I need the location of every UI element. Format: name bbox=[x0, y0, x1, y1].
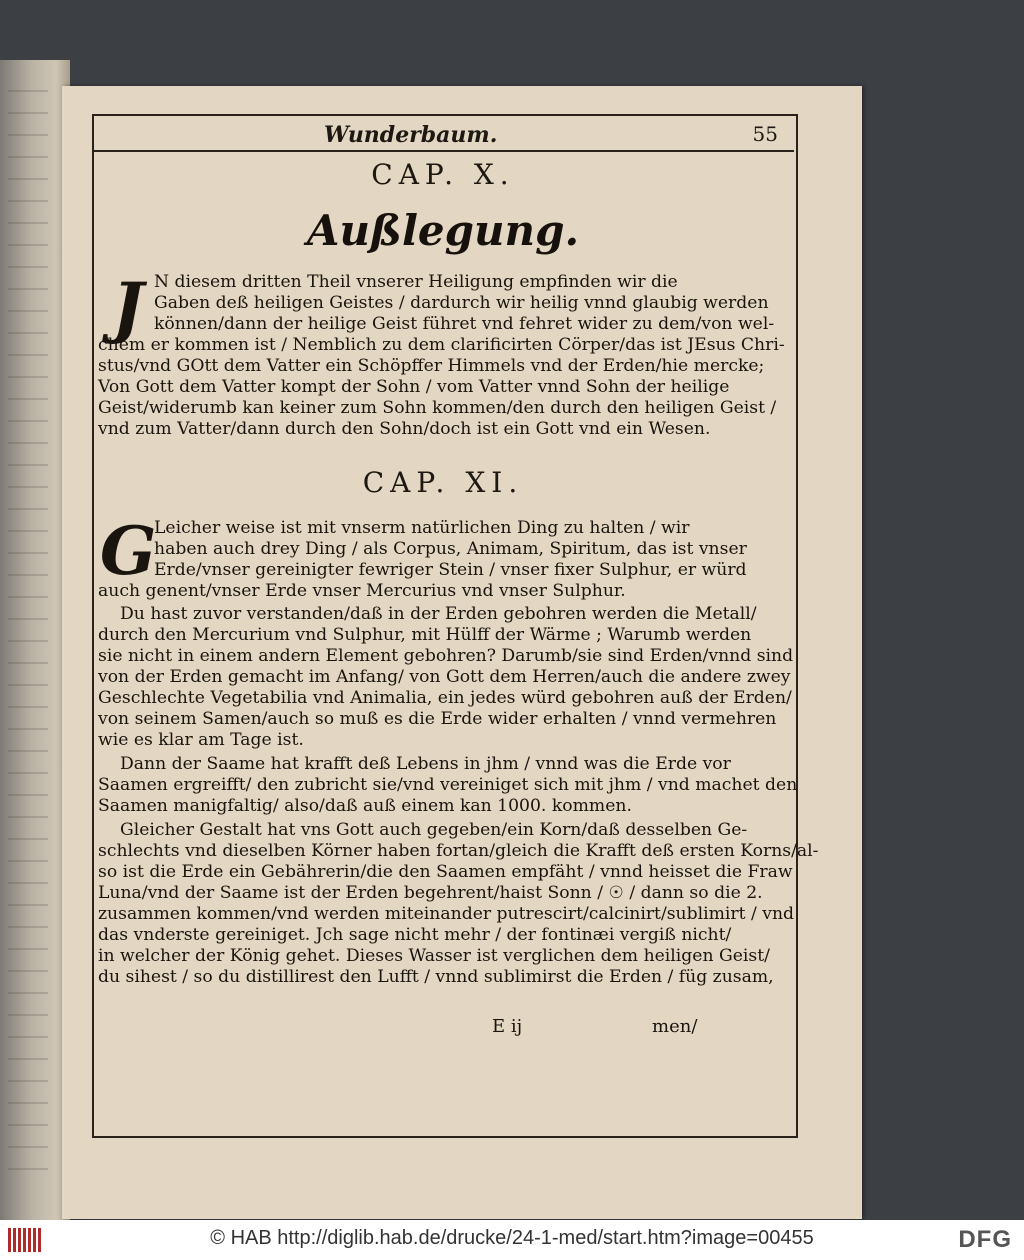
text-line: Luna/vnd der Saame ist der Erden begehrent/haist Sonn / ☉ / dann so die 2. bbox=[98, 883, 763, 903]
text-line: in welcher der König gehet. Dieses Wasser ist verglichen dem heiligen Geist/ bbox=[98, 946, 770, 966]
signature-mark: E ij bbox=[492, 1016, 523, 1037]
text-line: Du hast zuvor verstanden/daß in der Erden gebohren werden die Metall/ bbox=[120, 604, 757, 624]
running-title: Wunderbaum. bbox=[324, 122, 498, 148]
copyright-link[interactable]: © HAB http://diglib.hab.de/drucke/24-1-med/start.htm?image=00455 bbox=[210, 1227, 814, 1249]
catchword: men/ bbox=[652, 1016, 698, 1037]
book-page bbox=[62, 86, 862, 1219]
text-line: vnd zum Vatter/dann durch den Sohn/doch ist ein Gott vnd ein Wesen. bbox=[98, 419, 711, 439]
dfg-logo: DFG bbox=[958, 1226, 1012, 1253]
text-line: stus/vnd GOtt dem Vatter ein Schöpffer Himmels vnd der Erden/hie mercke; bbox=[98, 356, 765, 376]
text-line: Von Gott dem Vatter kompt der Sohn / vom Vatter vnnd Sohn der heilige bbox=[98, 377, 730, 397]
text-line: wie es klar am Tage ist. bbox=[98, 730, 304, 750]
running-head bbox=[94, 122, 794, 152]
text-line: so ist die Erde ein Gebährerin/die den Saamen empfäht / vnnd heisset die Fraw bbox=[98, 862, 793, 882]
chapter-xi-paragraph-3 bbox=[98, 754, 798, 817]
chapter-x-heading: CAP. X. bbox=[371, 158, 515, 191]
text-line: Gaben deß heiligen Geistes / dardurch wir heilig vnnd glaubig werden bbox=[154, 293, 769, 313]
text-line: durch den Mercurium vnd Sulphur, mit Hülff der Wärme ; Warumb werden bbox=[98, 625, 752, 645]
text-line: Saamen manigfaltig/ also/daß auß einem kan 1000. kommen. bbox=[98, 796, 632, 816]
text-line: du sihest / so du distillirest den Lufft / vnnd sublimirst die Erden / füg zusam, bbox=[98, 967, 774, 987]
chapter-xi-heading: CAP. XI. bbox=[362, 466, 524, 499]
text-line: Gleicher Gestalt hat vns Gott auch gegeben/ein Korn/daß desselben Ge- bbox=[120, 820, 748, 840]
chapter-xi-paragraph-2 bbox=[98, 604, 794, 751]
head-rule bbox=[94, 150, 794, 152]
text-line: zusammen kommen/vnd werden miteinander putrescirt/calcinirt/sublimirt / vnd bbox=[98, 904, 795, 924]
chapter-x-title: Außlegung. bbox=[306, 206, 580, 255]
text-line: Saamen ergreifft/ den zubricht sie/vnd vereiniget sich mit jhm / vnd machet den bbox=[98, 775, 798, 795]
text-line: schlechts vnd dieselben Körner haben fortan/gleich die Krafft deß ersten Korns/al- bbox=[98, 841, 819, 861]
text-line: sie nicht in einem andern Element gebohren? Darumb/sie sind Erden/vnnd sind bbox=[98, 646, 794, 666]
text-line: Erde/vnser gereinigter fewriger Stein / vnser fixer Sulphur, er würd bbox=[154, 560, 747, 580]
text-line: Dann der Saame hat krafft deß Lebens in jhm / vnnd was die Erde vor bbox=[120, 754, 731, 774]
text-line: können/dann der heilige Geist führet vnd fehret wider zu dem/von wel- bbox=[154, 314, 775, 334]
text-line: auch genent/vnser Erde vnser Mercurius vnd vnser Sulphur. bbox=[98, 581, 626, 601]
text-line: N diesem dritten Theil vnserer Heiligung empfinden wir die bbox=[154, 272, 678, 292]
footer-bar bbox=[0, 1220, 1024, 1260]
text-line: Leicher weise ist mit vnserm natürlichen Ding zu halten / wir bbox=[154, 518, 690, 538]
chapter-xi-paragraph-4 bbox=[98, 820, 819, 988]
text-line: das vnderste gereiniget. Jch sage nicht mehr / der fontinæi vergiß nicht/ bbox=[98, 925, 732, 945]
page-foot bbox=[94, 1016, 794, 1040]
page-number: 55 bbox=[752, 122, 778, 146]
text-line: Geist/widerumb kan keiner zum Sohn kommen/den durch den heiligen Geist / bbox=[98, 398, 777, 418]
text-line: chem er kommen ist / Nemblich zu dem clarificirten Cörper/das ist JEsus Chri- bbox=[98, 335, 785, 355]
chapter-x-dropcap: J bbox=[112, 268, 144, 346]
text-line: haben auch drey Ding / als Corpus, Animam, Spiritum, das ist vnser bbox=[154, 539, 747, 559]
text-line: von seinem Samen/auch so muß es die Erde wider erhalten / vnnd vermehren bbox=[98, 709, 777, 729]
text-line: Geschlechte Vegetabilia vnd Animalia, ein jedes würd gebohren auß der Erden/ bbox=[98, 688, 792, 708]
chapter-x-text bbox=[98, 268, 788, 440]
text-line: von der Erden gemacht im Anfang/ von Gott dem Herren/auch die andere zwey bbox=[98, 667, 791, 687]
chapter-xi-paragraph-1 bbox=[98, 512, 788, 602]
left-page-edge bbox=[0, 60, 70, 1220]
chapter-xi-dropcap: G bbox=[100, 512, 157, 590]
